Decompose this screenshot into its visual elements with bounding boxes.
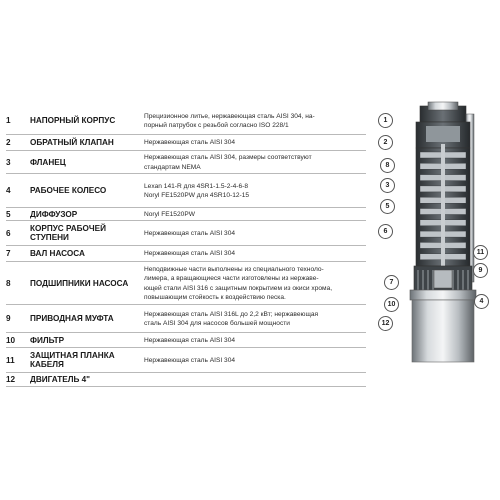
component-name — [30, 351, 135, 370]
component-name-line: РАБОЧЕЕ КОЛЕСО — [30, 186, 107, 196]
description-line: Lexan 141-R для 4SR1-1.5-2-4-6-8 — [144, 182, 248, 190]
component-name — [30, 116, 135, 126]
component-name — [30, 138, 135, 148]
component-name-line: ВАЛ НАСОСА — [30, 249, 85, 259]
component-name-line: СТУПЕНИ — [30, 233, 69, 243]
component-name-line: ПОДШИПНИКИ НАСОСА — [30, 278, 129, 288]
row-number: 1 — [6, 116, 11, 126]
description-line: Noryl FE1520PW — [144, 210, 195, 218]
description-line: Нержавеющая сталь AISI 304 — [144, 336, 236, 344]
component-name-line: ДИФФУЗОР — [30, 209, 78, 219]
pump-cutaway-diagram — [370, 100, 500, 365]
callout-marker: 10 — [384, 297, 399, 312]
description-line: Нержавеющая сталь AISI 304 — [144, 139, 236, 147]
callout-marker: 5 — [380, 199, 395, 214]
component-description — [144, 182, 370, 200]
component-name-line: КОРПУС РАБОЧЕЙ — [30, 223, 106, 233]
table-row — [6, 221, 366, 246]
description-line: порный патрубок с резьбой согласно ISO 228/1 — [144, 122, 289, 129]
component-description — [144, 153, 370, 171]
callout-marker: 6 — [378, 224, 393, 239]
component-name-line: КАБЕЛЯ — [30, 360, 64, 370]
component-description — [144, 112, 370, 130]
callout-marker: 12 — [378, 316, 393, 331]
table-row — [6, 305, 366, 333]
component-description — [144, 310, 370, 328]
table-row — [6, 174, 366, 208]
component-description — [144, 138, 370, 147]
component-name — [30, 158, 135, 168]
component-description — [144, 336, 370, 345]
component-name-line: ОБРАТНЫЙ КЛАПАН — [30, 138, 114, 148]
row-number: 8 — [6, 278, 11, 288]
callout-marker: 9 — [473, 263, 488, 278]
row-number: 12 — [6, 375, 16, 385]
table-row — [6, 262, 366, 305]
component-name — [30, 249, 135, 259]
table-row — [6, 348, 366, 373]
callout-marker: 1 — [378, 113, 393, 128]
row-number: 3 — [6, 157, 11, 167]
component-name — [30, 375, 135, 385]
component-description — [144, 249, 370, 258]
description-line: повышающим стойкость к воздействию песка. — [144, 293, 286, 301]
description-line: Неподвижные части выполнены из специального техноло- — [144, 266, 324, 274]
row-number: 6 — [6, 228, 11, 238]
component-name-line: ДВИГАТЕЛЬ 4" — [30, 375, 91, 385]
table-row — [6, 208, 366, 221]
callout-marker: 2 — [378, 135, 393, 150]
description-line: Нержавеющая сталь AISI 304 — [144, 356, 236, 364]
callout-marker: 3 — [380, 178, 395, 193]
callout-marker: 8 — [380, 158, 395, 173]
component-name-line: ФИЛЬТР — [30, 335, 65, 345]
row-number: 10 — [6, 335, 16, 345]
component-name — [30, 224, 135, 243]
table-row — [6, 135, 366, 151]
component-name — [30, 186, 135, 196]
description-line: ющей стали AISI 316 с защитным покрытием из окиси хрома, — [144, 284, 333, 292]
row-number: 4 — [6, 186, 11, 196]
callout-marker: 7 — [384, 275, 399, 290]
component-description — [144, 356, 370, 365]
row-number: 9 — [6, 314, 11, 324]
component-name — [30, 210, 135, 220]
description-line: Прецизионное литье, нержавеющая сталь AISI 304, на- — [144, 112, 315, 120]
description-line: Нержавеющая сталь AISI 304 — [144, 250, 236, 258]
component-name-line: ФЛАНЕЦ — [30, 157, 66, 167]
component-description — [144, 265, 370, 302]
description-line: сталь AISI 304 для насосов большей мощности — [144, 320, 290, 327]
callout-marker: 11 — [473, 245, 488, 260]
table-row — [6, 151, 366, 174]
component-name-line: ЗАЩИТНАЯ ПЛАНКА — [30, 350, 115, 360]
description-line: лимера, а вращающиеся части изготовлены из нержаве- — [144, 275, 319, 283]
description-line: Нержавеющая сталь AISI 304, размеры соответствуют — [144, 154, 312, 162]
component-description — [144, 229, 370, 238]
components-table — [6, 107, 366, 387]
description-line: стандартам NEMA — [144, 163, 201, 171]
component-name — [30, 279, 135, 289]
table-row — [6, 107, 366, 135]
component-name — [30, 314, 135, 324]
description-line: Нержавеющая сталь AISI 304 — [144, 229, 236, 237]
row-number: 7 — [6, 249, 11, 259]
row-number: 2 — [6, 138, 11, 148]
table-row — [6, 246, 366, 262]
table-row — [6, 373, 366, 387]
table-row — [6, 333, 366, 348]
component-name-line: НАПОРНЫЙ КОРПУС — [30, 116, 116, 126]
description-line: Нержавеющая сталь AISI 316L до 2,2 кВт; нержавеющая — [144, 310, 319, 318]
callout-marker: 4 — [474, 294, 489, 309]
component-name-line: ПРИВОДНАЯ МУФТА — [30, 314, 114, 324]
row-number: 5 — [6, 209, 11, 219]
row-number: 11 — [6, 355, 15, 365]
description-line: Noryl FE1520PW для 4SR10-12-15 — [144, 192, 250, 199]
component-name — [30, 336, 135, 346]
component-description — [144, 210, 370, 219]
